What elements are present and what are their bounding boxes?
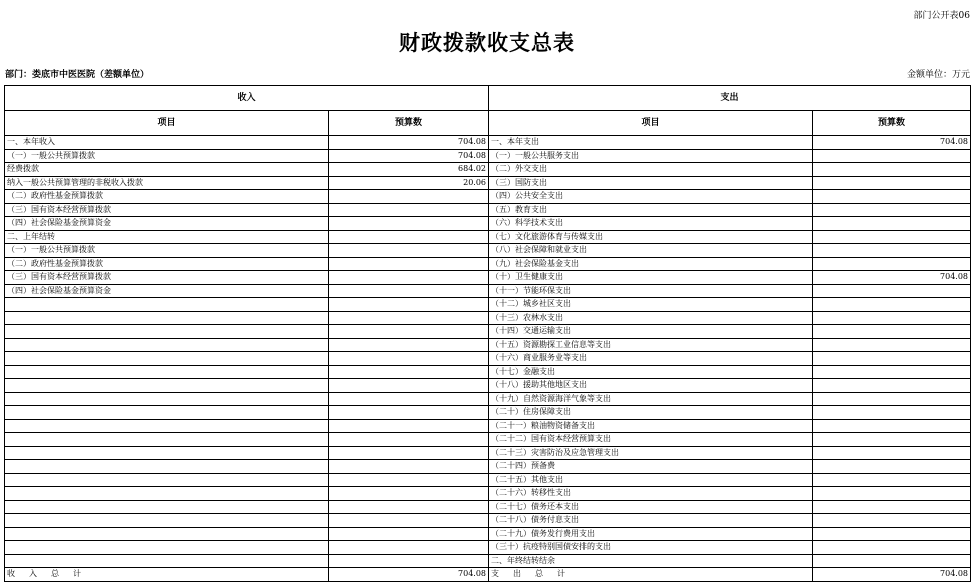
expense-amount-cell [813, 460, 971, 474]
table-row [5, 190, 971, 204]
table-row [5, 379, 971, 393]
income-amount-cell [329, 554, 489, 568]
income-item-cell [5, 392, 329, 406]
expense-item-cell: （十六）商业服务业等支出 [489, 352, 813, 366]
income-amount-cell [329, 257, 489, 271]
expense-item-cell: （二十七）债务还本支出 [489, 500, 813, 514]
expense-amount-cell [813, 433, 971, 447]
table-row [5, 352, 971, 366]
income-amount-cell [329, 284, 489, 298]
income-amount-cell [329, 514, 489, 528]
expense-amount-cell [813, 365, 971, 379]
income-item-cell [5, 460, 329, 474]
expense-amount-cell [813, 473, 971, 487]
expense-amount-cell [813, 284, 971, 298]
income-amount-cell [329, 392, 489, 406]
income-amount-cell [329, 311, 489, 325]
table-row [5, 419, 971, 433]
expense-amount-cell [813, 244, 971, 258]
page-title: 财政拨款收支总表 [399, 30, 575, 55]
income-amount-cell [329, 487, 489, 501]
expense-item-cell: （五）教育支出 [489, 203, 813, 217]
income-amount-cell [329, 419, 489, 433]
income-item-header: 项目 [5, 111, 329, 136]
income-item-cell: （一）一般公共预算拨款 [5, 149, 329, 163]
income-amount-cell [329, 446, 489, 460]
expense-amount-cell [813, 230, 971, 244]
table-row [5, 460, 971, 474]
income-item-cell: （二）政府性基金预算拨款 [5, 190, 329, 204]
expense-amount-cell [813, 419, 971, 433]
expense-item-cell: （十三）农林水支出 [489, 311, 813, 325]
income-amount-cell [329, 190, 489, 204]
income-item-cell [5, 527, 329, 541]
expense-item-header: 项目 [489, 111, 813, 136]
table-row [5, 136, 971, 150]
income-amount-cell [329, 271, 489, 285]
total-row [5, 568, 971, 582]
table-row [5, 203, 971, 217]
expense-item-cell: 支出总计 [489, 568, 813, 582]
income-budget-header: 预算数 [329, 111, 489, 136]
expense-item-cell: （二十二）国有资本经营预算支出 [489, 433, 813, 447]
expense-amount-cell [813, 311, 971, 325]
table-row [5, 271, 971, 285]
income-item-cell [5, 446, 329, 460]
expense-amount-cell [813, 163, 971, 177]
table-row [5, 487, 971, 501]
table-row [5, 473, 971, 487]
income-item-cell [5, 554, 329, 568]
table-row [5, 433, 971, 447]
income-item-cell [5, 338, 329, 352]
expense-amount-cell [813, 554, 971, 568]
income-item-cell: 经费拨款 [5, 163, 329, 177]
income-item-cell [5, 365, 329, 379]
column-header-row [5, 111, 971, 136]
expense-item-cell: （十二）城乡社区支出 [489, 298, 813, 312]
expense-amount-cell [813, 514, 971, 528]
income-item-cell: （一）一般公共预算拨款 [5, 244, 329, 258]
expense-item-cell: （二十）住房保障支出 [489, 406, 813, 420]
income-amount-cell [329, 325, 489, 339]
income-item-cell [5, 433, 329, 447]
budget-table [4, 85, 971, 582]
expense-item-cell: （二十八）债务付息支出 [489, 514, 813, 528]
table-row [5, 527, 971, 541]
expense-amount-cell [813, 446, 971, 460]
unit-label: 金额单位：万元 [906, 70, 970, 80]
income-item-cell: 纳入一般公共预算管理的非税收入拨款 [5, 176, 329, 190]
income-item-cell: （三）国有资本经营预算拨款 [5, 271, 329, 285]
expense-amount-cell: 704.08 [813, 136, 971, 150]
expense-item-cell: （四）公共安全支出 [489, 190, 813, 204]
expense-amount-cell: 704.08 [813, 271, 971, 285]
expense-item-cell: （三）国防支出 [489, 176, 813, 190]
income-item-cell [5, 514, 329, 528]
expense-item-cell: （十）卫生健康支出 [489, 271, 813, 285]
table-row [5, 311, 971, 325]
expense-amount-cell [813, 325, 971, 339]
expense-item-cell: （二十三）灾害防治及应急管理支出 [489, 446, 813, 460]
income-amount-cell [329, 460, 489, 474]
table-row [5, 406, 971, 420]
income-amount-cell [329, 473, 489, 487]
expense-amount-cell [813, 406, 971, 420]
table-row [5, 500, 971, 514]
expense-item-cell: （七）文化旅游体育与传媒支出 [489, 230, 813, 244]
expense-item-cell: （十八）援助其他地区支出 [489, 379, 813, 393]
expense-item-cell: （二十五）其他支出 [489, 473, 813, 487]
table-row [5, 514, 971, 528]
table-row [5, 230, 971, 244]
expense-amount-cell [813, 352, 971, 366]
table-row [5, 298, 971, 312]
expense-amount-cell [813, 541, 971, 555]
income-item-cell [5, 298, 329, 312]
income-item-cell [5, 541, 329, 555]
income-item-cell [5, 325, 329, 339]
table-row [5, 325, 971, 339]
expense-item-cell: （十七）金融支出 [489, 365, 813, 379]
expense-item-cell: （八）社会保障和就业支出 [489, 244, 813, 258]
expense-amount-cell [813, 379, 971, 393]
table-row [5, 392, 971, 406]
expense-item-cell: （二十九）债务发行费用支出 [489, 527, 813, 541]
income-amount-cell: 20.06 [329, 176, 489, 190]
expense-item-cell: （九）社会保险基金支出 [489, 257, 813, 271]
section-header-row [5, 86, 971, 111]
income-item-cell: 收入总计 [5, 568, 329, 582]
expense-item-cell: （十九）自然资源海洋气象等支出 [489, 392, 813, 406]
expense-amount-cell [813, 392, 971, 406]
expense-item-cell: （二十四）预备费 [489, 460, 813, 474]
table-row [5, 176, 971, 190]
income-amount-cell [329, 298, 489, 312]
expense-item-cell: （十一）节能环保支出 [489, 284, 813, 298]
income-amount-cell: 684.02 [329, 163, 489, 177]
income-amount-cell: 704.08 [329, 149, 489, 163]
expense-item-cell: （二十一）粮油物资储备支出 [489, 419, 813, 433]
expense-amount-cell [813, 298, 971, 312]
expense-amount-cell [813, 500, 971, 514]
income-amount-cell [329, 338, 489, 352]
table-row [5, 284, 971, 298]
income-item-cell [5, 406, 329, 420]
expense-amount-cell [813, 203, 971, 217]
income-item-cell [5, 379, 329, 393]
income-item-cell [5, 419, 329, 433]
table-row [5, 217, 971, 231]
table-row [5, 257, 971, 271]
income-amount-cell [329, 500, 489, 514]
income-item-cell: （四）社会保险基金预算资金 [5, 217, 329, 231]
income-item-cell: （三）国有资本经营预算拨款 [5, 203, 329, 217]
expense-amount-cell [813, 527, 971, 541]
expense-amount-cell [813, 190, 971, 204]
income-item-cell: （四）社会保险基金预算资金 [5, 284, 329, 298]
income-amount-cell [329, 217, 489, 231]
expense-item-cell: （二十六）转移性支出 [489, 487, 813, 501]
expense-amount-cell: 704.08 [813, 568, 971, 582]
income-item-cell [5, 311, 329, 325]
income-amount-cell [329, 203, 489, 217]
income-amount-cell: 704.08 [329, 136, 489, 150]
expense-item-cell: 一、本年支出 [489, 136, 813, 150]
expense-amount-cell [813, 176, 971, 190]
income-amount-cell [329, 352, 489, 366]
income-item-cell: （二）政府性基金预算拨款 [5, 257, 329, 271]
income-item-cell [5, 473, 329, 487]
expense-budget-header: 预算数 [813, 111, 971, 136]
income-amount-cell [329, 433, 489, 447]
income-header: 收入 [5, 86, 489, 111]
income-amount-cell [329, 541, 489, 555]
expense-item-cell: 二、年终结转结余 [489, 554, 813, 568]
expense-item-cell: （一）一般公共服务支出 [489, 149, 813, 163]
income-item-cell [5, 500, 329, 514]
income-item-cell [5, 487, 329, 501]
table-row [5, 446, 971, 460]
table-row [5, 338, 971, 352]
table-row [5, 163, 971, 177]
expense-amount-cell [813, 487, 971, 501]
expense-amount-cell [813, 338, 971, 352]
department-label: 部门：娄底市中医医院（差额单位） [5, 70, 150, 80]
expense-header: 支出 [489, 86, 971, 111]
income-amount-cell [329, 244, 489, 258]
income-amount-cell [329, 527, 489, 541]
table-row [5, 149, 971, 163]
income-item-cell: 二、上年结转 [5, 230, 329, 244]
income-amount-cell [329, 379, 489, 393]
income-amount-cell: 704.08 [329, 568, 489, 582]
income-amount-cell [329, 406, 489, 420]
table-row [5, 541, 971, 555]
expense-amount-cell [813, 217, 971, 231]
table-row [5, 554, 971, 568]
expense-amount-cell [813, 149, 971, 163]
income-item-cell [5, 352, 329, 366]
expense-item-cell: （六）科学技术支出 [489, 217, 813, 231]
expense-item-cell: （三十）抗疫特别国债安排的支出 [489, 541, 813, 555]
table-code: 部门公开表06 [913, 11, 970, 21]
expense-item-cell: （十四）交通运输支出 [489, 325, 813, 339]
expense-item-cell: （十五）资源勘探工业信息等支出 [489, 338, 813, 352]
income-amount-cell [329, 365, 489, 379]
income-item-cell: 一、本年收入 [5, 136, 329, 150]
table-row [5, 244, 971, 258]
table-body [5, 136, 971, 582]
income-amount-cell [329, 230, 489, 244]
expense-item-cell: （二）外交支出 [489, 163, 813, 177]
table-row [5, 365, 971, 379]
expense-amount-cell [813, 257, 971, 271]
